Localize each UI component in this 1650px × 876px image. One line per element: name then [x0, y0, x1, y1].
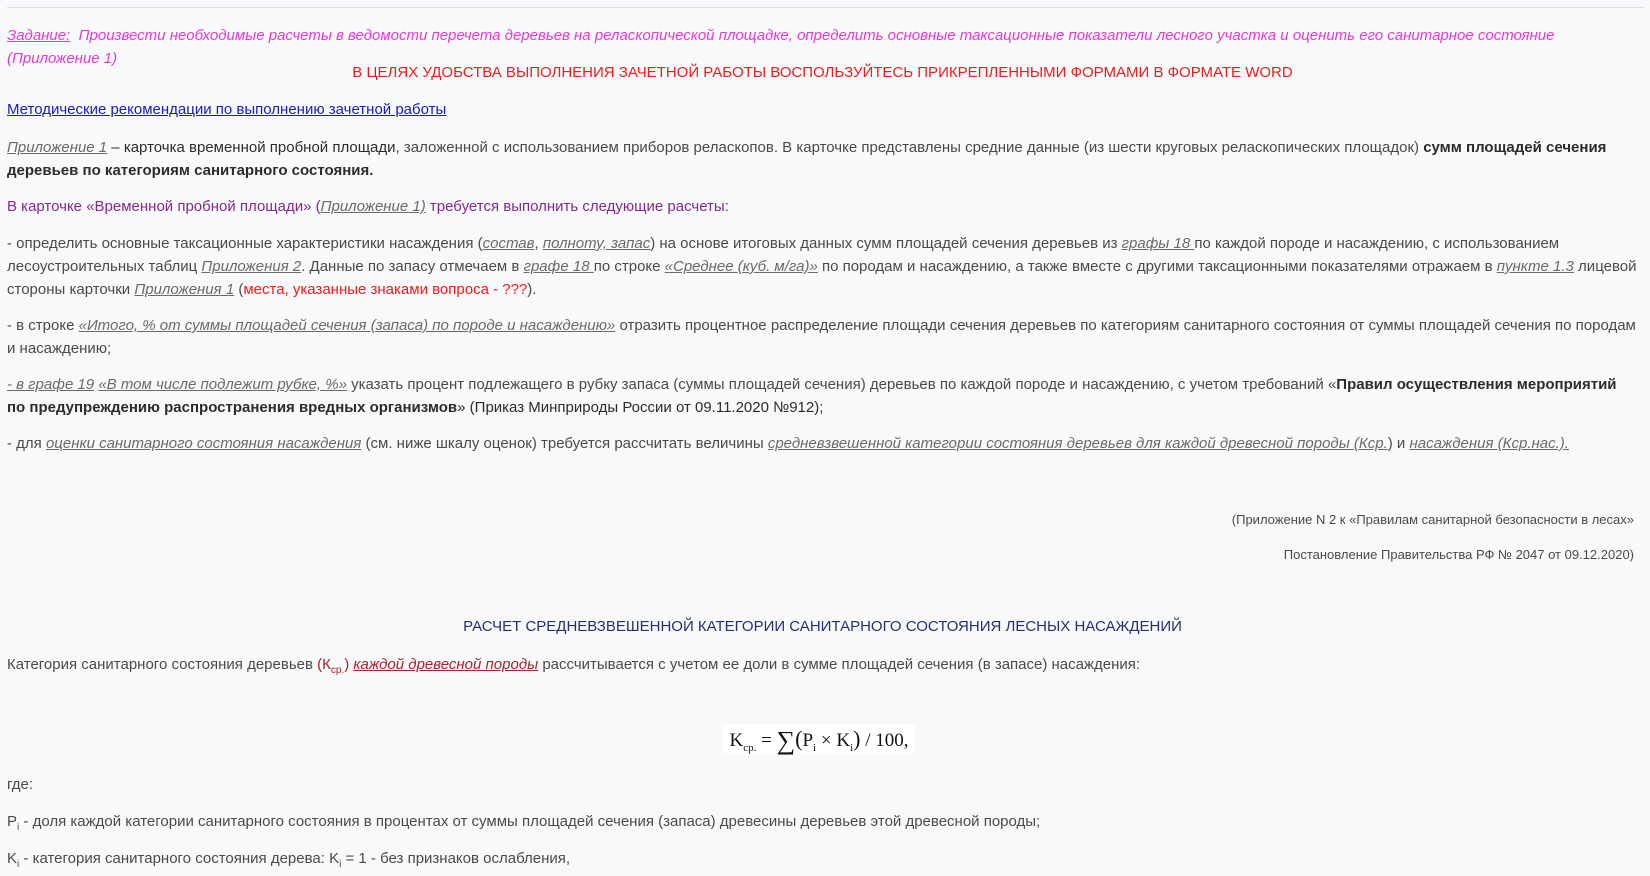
formula-eq: = — [756, 730, 777, 751]
item1-text-7: лицевой стороны карточки — [7, 258, 1637, 298]
where-label: где: — [7, 776, 34, 793]
appendix-desc-text: , заложенной с использованием приборов реласкопов. В карточке представлены средние данные (из шести круговых реласкопических площадок) — [395, 139, 1424, 156]
reference-appendix: (Приложение N 2 к «Правилам санитарной безопасности в лесах» — [1231, 512, 1634, 527]
ki-text: - категория санитарного состояния дерева: K — [19, 850, 340, 867]
column-19-link[interactable]: - в графе 19 — [7, 376, 95, 393]
formula-ki-sub: i — [850, 741, 854, 754]
stand-category-link[interactable]: насаждения (Кср.нас.). — [1409, 435, 1569, 452]
method-recommendations-link[interactable]: Методические рекомендации по выполнению зачетной работы — [7, 101, 447, 118]
item1-text-9: ). — [527, 281, 537, 298]
item3-text-2: » (Приказ Минприроды России от 09.11.2020 №912); — [457, 399, 824, 416]
appendix-paragraph — [7, 136, 1638, 182]
ki-text-2: = 1 - без признаков ослабления, — [341, 850, 571, 867]
column-18-link-2[interactable]: графе 18 — [523, 258, 594, 275]
method-line — [7, 98, 1638, 121]
item1-text-8: ( — [234, 281, 244, 298]
k-close: ) — [344, 656, 350, 673]
appendix-desc-bold: – карточка временной пробной площади — [107, 139, 396, 156]
notice-heading: В ЦЕЛЯХ УДОБСТВА ВЫПОЛНЕНИЯ ЗАЧЕТНОЙ РАБОТЫ ВОСПОЛЬЗУЙТЕСЬ ПРИКРЕПЛЕННЫМИ ФОРМАМИ В ФОРМАТЕ WORD — [352, 64, 1293, 81]
felling-percent-link[interactable]: «В том числе подлежит рубке, %» — [98, 376, 347, 393]
item1-text-6: по породам и насаждению, а также вместе с другими таксационными показателями отражаем в — [817, 258, 1497, 275]
point-1-3-link[interactable]: пункте 1.3 — [1496, 258, 1574, 275]
item1-text-4: . Данные по запасу отмечаем в — [301, 258, 524, 275]
total-percent-row-link[interactable]: «Итого, % от суммы площадей сечения (запаса) по породе и насаждению» — [78, 317, 616, 334]
appendix-2-link[interactable]: Приложения 2 — [201, 258, 302, 275]
card-heading — [7, 195, 1638, 218]
ki-symbol: K — [7, 850, 18, 867]
pi-definition — [7, 810, 1638, 839]
formula-ki: K — [836, 730, 851, 751]
k-subscript: ср. — [330, 665, 345, 676]
card-heading-colon: : — [724, 198, 729, 215]
card-heading-text-2: требуется выполнить следующие расчеты — [425, 198, 725, 215]
item1-text: - определить основные таксационные характеристики насаждения ( — [7, 235, 483, 252]
ki-definition — [7, 847, 1638, 876]
item1-sep: , — [534, 235, 543, 252]
formula-times: × — [816, 730, 837, 751]
appendix-1-link-2[interactable]: Приложения 1 — [134, 281, 235, 298]
formula-k: K — [729, 730, 744, 751]
weighted-category-formula: $K_{ср.} = \sum(P_i \times K_i) / 100$, — [723, 724, 915, 754]
card-appendix-link[interactable]: Приложение 1) — [320, 198, 426, 215]
formula-p: P — [802, 730, 814, 751]
calc-title: РАСЧЕТ СРЕДНЕВЗВЕШЕННОЙ КАТЕГОРИИ САНИТАРНОГО СОСТОЯНИЯ ЛЕСНЫХ НАСАЖДЕНИЙ — [463, 618, 1182, 635]
item4-text-2: (см. ниже шкалу оценок) требуется рассчитать величины — [361, 435, 768, 452]
pi-sub: i — [17, 822, 20, 833]
formula-k-sub: ср. — [743, 741, 757, 754]
category-paragraph — [7, 653, 1638, 682]
item2-text-2: отразить процентное распределение площади сечения деревьев по категориям санитарного состояния от суммы площадей сечения по породам и насаждению; — [7, 317, 1636, 357]
item1-text-3: по каждой породе и насаждению, с использованием лесоустроительных таблиц — [7, 235, 1560, 275]
formula-p-sub: i — [813, 741, 817, 754]
item2-text: - в строке — [7, 317, 79, 334]
item1-text-5: по строке — [593, 258, 665, 275]
sigma-symbol: ∑ — [776, 726, 796, 755]
column-18-link[interactable]: графы 18 — [1121, 235, 1195, 252]
item-taxation — [7, 232, 1638, 301]
item1-text-2: ) на основе итоговых данных сумм площадей сечения деревьев из — [650, 235, 1122, 252]
k-letter: (К — [317, 656, 331, 673]
appendix-desc-bold-2: сумм площадей сечения деревьев по категориям санитарного состояния. — [7, 139, 1607, 179]
pi-text: - доля каждой категории санитарного состояния в процентах от суммы площадей сечения (запаса) древесины деревьев этой древесной породы; — [19, 813, 1041, 830]
ki-sub-2: i — [339, 859, 342, 870]
pi-symbol: P — [7, 813, 18, 830]
density-stock-link[interactable]: полноту, запас — [542, 235, 651, 252]
k-symbol — [317, 656, 350, 676]
task-text: Произвести необходимые расчеты в ведомости перечета деревьев на реласкопической площадке, определить основные таксационные показатели лесного участка и оценить его санитарное состояние (Приложение 1) — [7, 27, 1555, 67]
item-assessment — [7, 432, 1638, 455]
card-heading-text: В карточке «Временной пробной площади» ( — [7, 198, 321, 215]
sanitary-assessment-link[interactable]: оценки санитарного состояния насаждения — [45, 435, 362, 452]
category-text: Категория санитарного состояния деревьев — [7, 656, 318, 673]
item4-text: - для — [7, 435, 46, 452]
item4-text-3: ) и — [1387, 435, 1410, 452]
appendix-1-link[interactable]: Приложение 1 — [7, 139, 108, 156]
top-divider — [7, 7, 1643, 8]
weighted-category-species-link[interactable]: средневзвешенной категории состояния деревьев для каждой древесной породы (Кср. — [767, 435, 1388, 452]
each-species-link[interactable]: каждой древесной породы — [353, 656, 539, 673]
question-marks-note: места, указанные знаками вопроса - ??? — [243, 281, 528, 298]
reference-decree: Постановление Правительства РФ № 2047 от 09.12.2020) — [1283, 547, 1634, 562]
category-text-2: рассчитывается с учетом ее доли в сумме площадей сечения (в запасе) насаждения: — [538, 656, 1141, 673]
ki-sub: i — [17, 859, 20, 870]
rules-title: Правил осуществления мероприятий по предупреждению распространения вредных организмов — [7, 376, 1617, 416]
average-row-link[interactable]: «Среднее (куб. м/га)» — [664, 258, 818, 275]
task-label: Задание: — [7, 27, 71, 44]
composition-link[interactable]: состав — [482, 235, 535, 252]
item-total-percent — [7, 314, 1638, 360]
formula-tail: / 100, — [860, 730, 909, 751]
item3-text: указать процент подлежащего в рубку запаса (суммы площадей сечения) деревьев по каждой породе и насаждению, с учетом требований « — [346, 376, 1337, 393]
item-felling — [7, 373, 1638, 419]
